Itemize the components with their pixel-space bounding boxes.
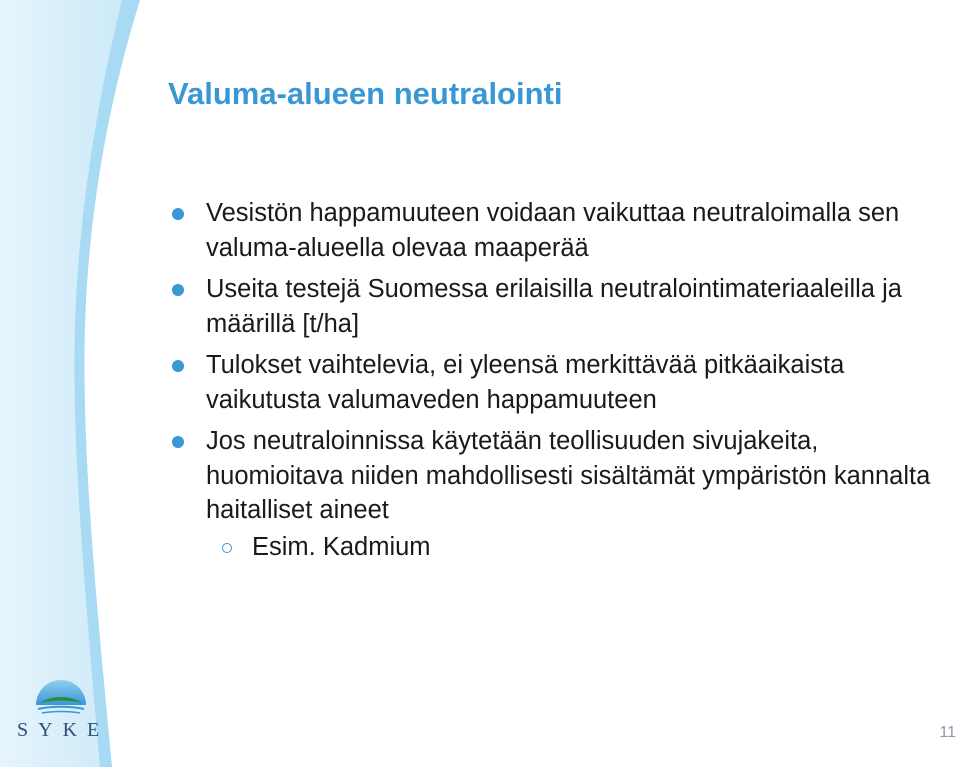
bullet-list	[160, 196, 940, 564]
hollow-circle-bullet-icon	[222, 543, 232, 553]
sub-bullet-text: Esim. Kadmium	[252, 532, 431, 561]
page-number: 11	[939, 724, 956, 741]
bullet-text: Vesistön happamuuteen voidaan vaikuttaa neutraloimalla sen valuma-alueella olevaa maaperää	[206, 199, 900, 262]
bullet-item	[160, 424, 940, 528]
bullet-text: Useita testejä Suomessa erilaisilla neutralointimateriaaleilla ja määrillä [t/ha]	[206, 275, 902, 338]
bullet-text: Jos neutraloinnissa käytetään teollisuuden sivujakeita, huomioitava niiden mahdollisesti sisältämät ympäristön kannalta haitalliset aineet	[206, 427, 931, 524]
filled-circle-bullet-icon	[172, 208, 184, 220]
filled-circle-bullet-icon	[172, 284, 184, 296]
logo-text: SYKE	[17, 719, 110, 741]
bullet-item	[160, 196, 940, 265]
bullet-item	[160, 272, 940, 341]
bullet-item	[160, 348, 940, 417]
bullet-text: Tulokset vaihtelevia, ei yleensä merkittävää pitkäaikaista vaikutusta valumaveden happamuuteen	[206, 351, 845, 414]
filled-circle-bullet-icon	[172, 436, 184, 448]
filled-circle-bullet-icon	[172, 360, 184, 372]
slide-title: Valuma-alueen neutralointi	[168, 76, 563, 111]
sub-bullet-item	[160, 530, 940, 565]
